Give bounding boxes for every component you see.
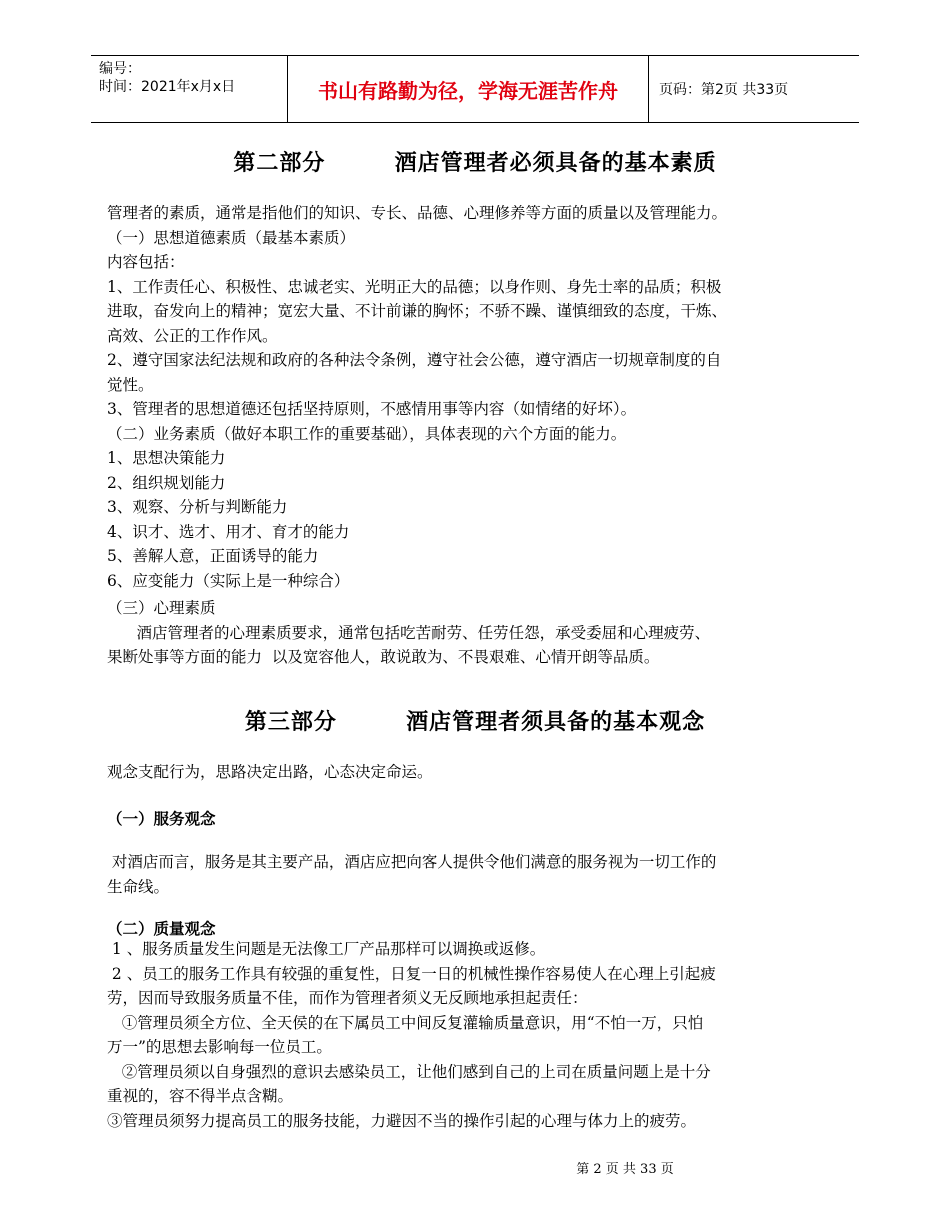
text-line: 劳，因而导致服务质量不佳，而作为管理者须义无反顾地承担起责任： [107,989,588,1007]
psych-section [107,596,852,670]
time-label: 时间：2021年x月x日 [99,79,236,95]
text-line: ③管理员须努力提高员工的服务技能，力避因不当的操作引起的心理与体力上的疲劳。 [107,1111,697,1130]
text-line: 万一”的思想去影响每一位员工。 [107,1038,332,1056]
text-line: 酒店管理者的心理素质要求，通常包括吃苦耐劳、任劳任怨，承受委屈和心理疲劳、 [107,623,711,642]
header-page-info: 页码：第2页 共33页 [659,82,789,98]
part2-title: 第二部分 酒店管理者必须具备的基本素质 [233,151,717,176]
text-line: 内容包括： [107,253,185,271]
text-line: 1、工作责任心、积极性、忠诚老实、光明正大的品德；以身作则、身先士率的品质；积极 [107,277,722,296]
text-line: 3、观察、分析与判断能力 [107,498,288,516]
number-label: 编号： [99,61,141,77]
footer-page-number: 第 2 页 共 33 页 [576,1162,674,1177]
service-body [107,850,852,899]
service-title: （一）服务观念 [107,810,216,828]
part2-body [107,201,852,593]
text-line: （一）思想道德素质（最基本素质） [107,228,356,247]
text-line: 6、应变能力（实际上是一种综合） [107,571,350,590]
text-line: 对酒店而言，服务是其主要产品，酒店应把向客人提供令他们满意的服务视为一切工作的 [107,853,717,871]
text-line: 重视的，容不得半点含糊。 [107,1087,294,1105]
header-meta [99,60,235,96]
text-line: 果断处事等方面的能力 以及宽容他人，敢说敢为、不畏艰难、心情开朗等品质。 [107,648,660,666]
text-line: （二）业务素质（做好本职工作的重要基础），具体表现的六个方面的能力。 [107,424,627,443]
header-motto: 书山有路勤为径，学海无涯苦作舟 [287,56,649,122]
text-line: 生命线。 [107,877,170,896]
text-line: 管理者的素质，通常是指他们的知识、专长、品德、心理修养等方面的质量以及管理能力。 [107,204,728,222]
text-line: 5、善解人意，正面诱导的能力 [107,547,319,565]
text-line: ②管理员须以自身强烈的意识去感染员工，让他们感到自己的上司在质量问题上是十分 [107,1062,711,1081]
text-line: 3、管理者的思想道德还包括坚持原则，不感情用事等内容（如情绪的好坏）。 [107,400,637,418]
text-line: 4、识才、选才、用才、育才的能力 [107,522,350,541]
text-line: 1 、服务质量发生问题是无法像工厂产品那样可以调换或返修。 [107,940,546,958]
text-line: 高效、公正的工作作风。 [107,326,278,345]
quality-title: （二）质量观念 [107,920,216,938]
text-line: 进取，奋发向上的精神；宽宏大量、不计前谦的胸怀；不骄不躁、谨慎细致的态度，干炼、 [107,302,728,320]
text-line: ①管理员须全方位、全天侯的在下属员工中间反复灌输质量意识，用“不怕一万，只怕 [107,1013,704,1032]
text-line: 2 、员工的服务工作具有较强的重复性，日复一日的机械性操作容易使人在心理上引起疲 [107,964,716,983]
text-line: 2、组织规划能力 [107,473,226,492]
text-line: 1、思想决策能力 [107,449,226,467]
psych-title: （三）心理素质 [107,599,216,617]
page-header [91,55,859,123]
page-footer [0,1158,950,1177]
part3-title: 第三部分 酒店管理者须具备的基本观念 [244,710,706,735]
text-line: 觉性。 [107,375,154,394]
part3-intro: 观念支配行为，思路决定出路，心态决定命运。 [107,763,433,781]
text-line: 2、遵守国家法纪法规和政府的各种法令条例，遵守社会公德，遵守酒店一切规章制度的自 [107,351,722,369]
quality-body [107,937,852,1133]
